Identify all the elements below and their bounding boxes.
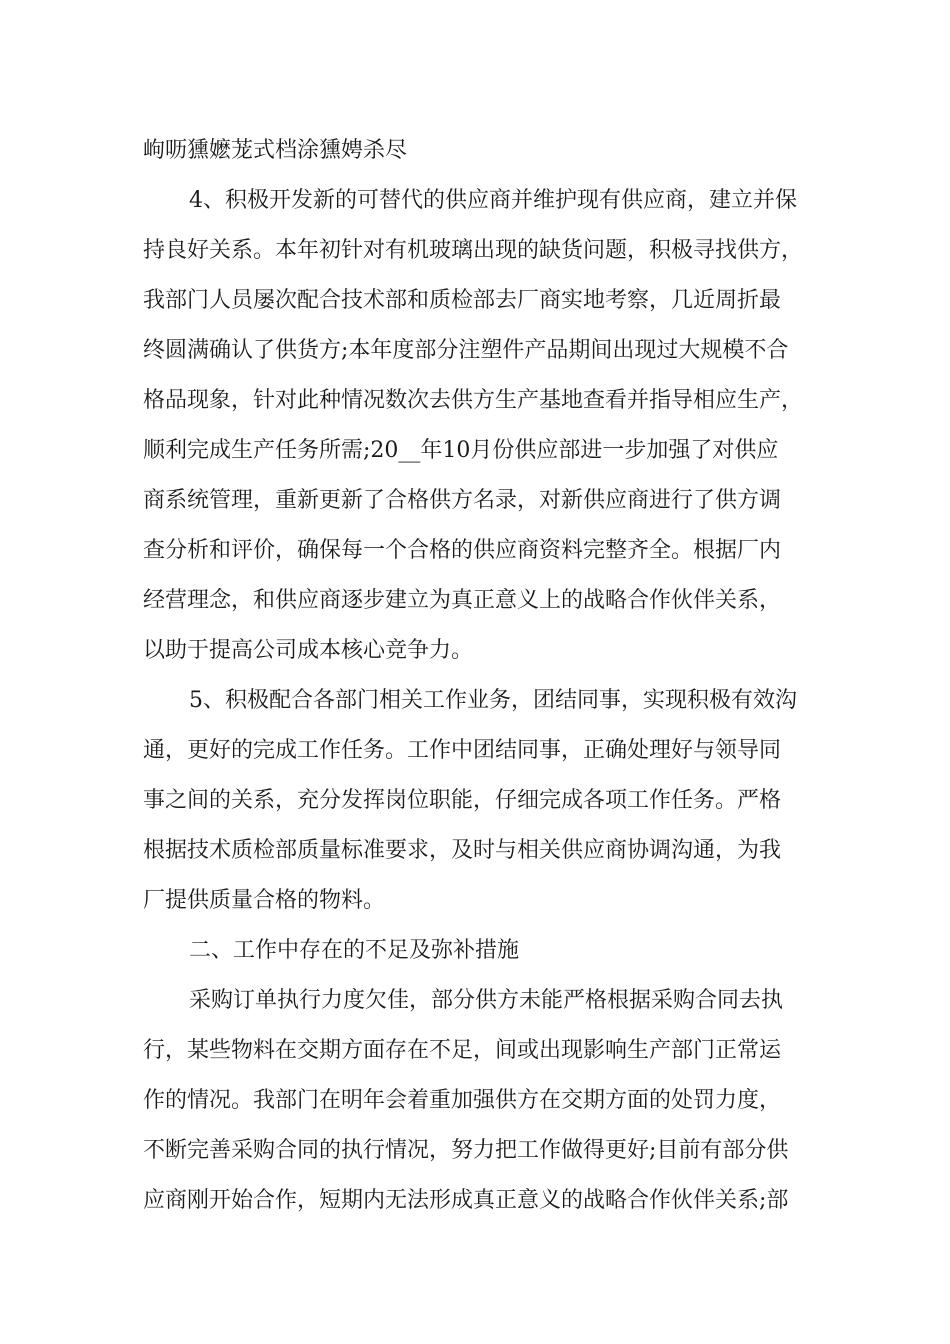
paragraph-shortcomings-line-5: 应商刚开始合作，短期内无法形成真正意义的战略合作伙伴关系;部: [143, 1188, 789, 1213]
paragraph-item-5-line-2: 通，更好的完成工作任务。工作中团结同事，正确处理好与领导同: [143, 738, 782, 763]
paragraph-item-4-line-8: 查分析和评价，确保每一个合格的供应商资料完整齐全。根据厂内: [143, 538, 782, 563]
paragraph-item-5-line-5: 厂提供质量合格的物料。: [143, 888, 386, 913]
paragraph-shortcomings-line-1: 采购订单执行力度欠佳，部分供方未能严格根据采购合同去执: [189, 988, 784, 1013]
section-heading-shortcomings: 二、工作中存在的不足及弥补措施: [189, 938, 520, 963]
paragraph-item-4-line-4: 终圆满确认了供货方;本年度部分注塑件产品期间出现过大规模不合: [143, 338, 789, 363]
paragraph-item-4-line-6: 顺利完成生产任务所需;20__年10月份供应部进一步加强了对供应: [143, 438, 779, 463]
paragraph-item-4-line-5: 格品现象，针对此种情况数次去供方生产基地查看并指导相应生产，: [143, 388, 804, 413]
paragraph-item-4-line-3: 我部门人员屡次配合技术部和质检部去厂商实地考察，几近周折最: [143, 288, 782, 313]
paragraph-shortcomings-line-3: 作的情况。我部门在明年会着重加强供方在交期方面的处罚力度，: [143, 1088, 782, 1113]
paragraph-item-4-line-2: 持良好关系。本年初针对有机玻璃出现的缺货问题，积极寻找供方，: [143, 238, 804, 263]
text-line-garbled-header: 岣呖獯嬷茏式档涂獯娉杀尽: [143, 138, 408, 163]
paragraph-item-5-line-1: 5、积极配合各部门相关工作业务，团结同事，实现积极有效沟: [189, 688, 797, 713]
document-body: [143, 126, 843, 1226]
paragraph-item-5-line-3: 事之间的关系，充分发挥岗位职能，仔细完成各项工作任务。严格: [143, 788, 782, 813]
paragraph-shortcomings-line-2: 行，某些物料在交期方面存在不足，间或出现影响生产部门正常运: [143, 1038, 782, 1063]
paragraph-shortcomings-line-4: 不断完善采购合同的执行情况，努力把工作做得更好;目前有部分供: [143, 1138, 789, 1163]
paragraph-item-4-line-7: 商系统管理，重新更新了合格供方名录，对新供应商进行了供方调: [143, 488, 782, 513]
paragraph-item-4-line-1: 4、积极开发新的可替代的供应商并维护现有供应商，建立并保: [189, 188, 797, 213]
paragraph-item-4-line-10: 以助于提高公司成本核心竞争力。: [143, 638, 474, 663]
paragraph-item-4-line-9: 经营理念，和供应商逐步建立为真正意义上的战略合作伙伴关系，: [143, 588, 782, 613]
paragraph-item-5-line-4: 根据技术质检部质量标准要求，及时与相关供应商协调沟通，为我: [143, 838, 782, 863]
